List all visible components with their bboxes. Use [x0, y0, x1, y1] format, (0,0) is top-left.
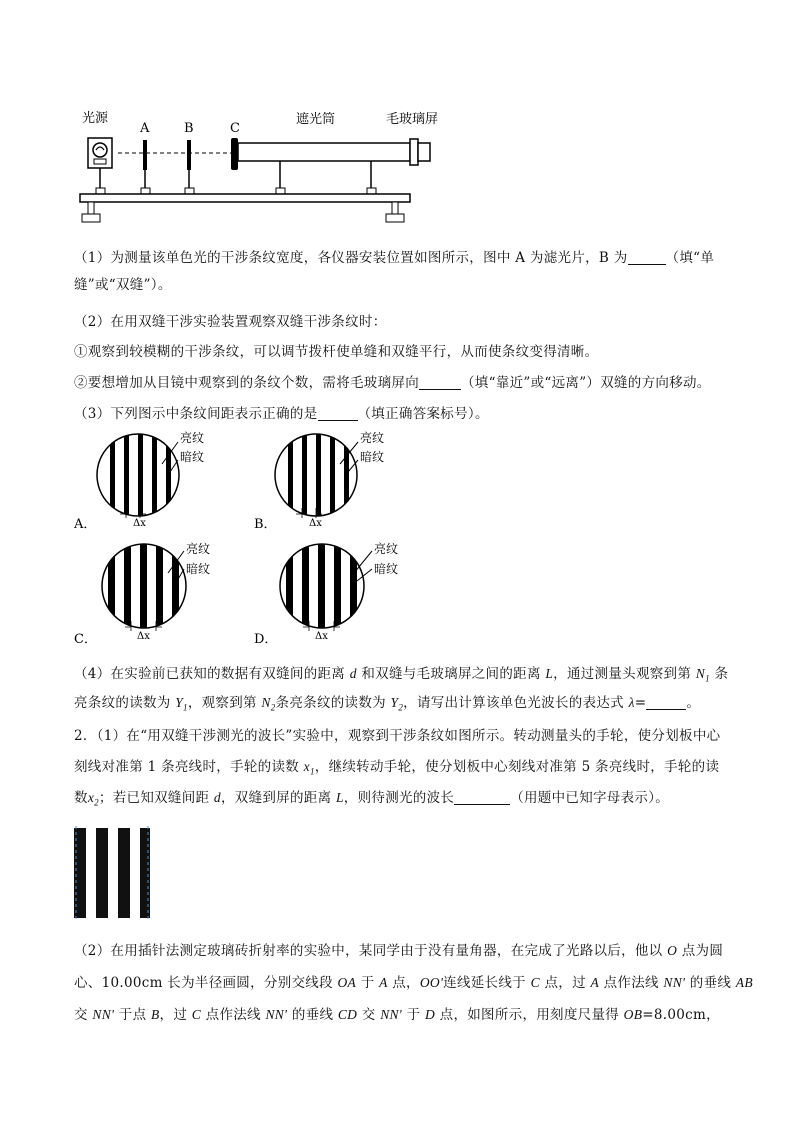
label-a: A [140, 121, 150, 136]
q2-item1: ①观察到较模糊的干涉条纹，可以调节拨杆使单缝和双缝平行，从而使条纹变得清晰。 [74, 344, 599, 360]
option-a-label: A． [74, 517, 97, 532]
bright-label: 亮纹 [180, 431, 205, 445]
label-light-source: 光源 [82, 111, 109, 126]
dx-label: Δx [137, 631, 150, 642]
q2-part1-line1: 2．（1）在“用双缝干涉测光的波长”实验中，观察到干涉条纹如图所示。转动测量头的手轮，使分划板中心 [74, 728, 721, 744]
q1-line2: 缝”或“双缝”）。 [74, 277, 172, 293]
q4-line2: 亮条纹的读数为 $Y_1$，观察到第 $N_2$条亮条纹的读数为 $Y_2$，请写出计算该单色光波长的表达式 λ= 。 [74, 695, 701, 713]
dark-label: 暗纹 [360, 450, 385, 464]
dx-label: Δx [133, 518, 146, 529]
dark-label: 暗纹 [374, 562, 399, 576]
q2-part2-line2: 心、10.00cm 长为半径画圆，分别交线段 OA 于 A 点，OO'连线延长线于 C 点，过 A 点作法线 NN' 的垂线 AB [74, 975, 753, 991]
q4-line1: （4）在实验前已获知的数据有双缝间的距离 d 和双缝与毛玻璃屏之间的距离 L，通过测量头观察到第 $N_1$ 条 [74, 666, 729, 684]
q2-heading: （2）在用双缝干涉实验装置观察双缝干涉条纹时： [74, 314, 387, 330]
bright-label: 亮纹 [186, 542, 211, 556]
answer-blank-4[interactable] [646, 695, 686, 710]
label-c: C [230, 121, 240, 136]
bright-label: 亮纹 [360, 431, 385, 445]
q3-line: （3）下列图示中条纹间距表示正确的是 （填正确答案标号）。 [74, 406, 489, 422]
answer-blank-5[interactable] [454, 790, 510, 805]
label-screen: 毛玻璃屏 [386, 112, 439, 127]
dark-label: 暗纹 [186, 562, 211, 576]
fringe-figure [72, 826, 152, 921]
option-b-figure [254, 424, 434, 534]
label-shade-tube: 遮光筒 [296, 112, 336, 127]
label-b: B [184, 121, 194, 136]
apparatus-figure [74, 104, 454, 234]
dark-label: 暗纹 [180, 450, 205, 464]
option-c-figure [74, 535, 254, 647]
q1-line1: （1）为测量该单色光的干涉条纹宽度，各仪器安装位置如图所示，图中 A 为滤光片，B 为 （填“单 [74, 250, 715, 266]
bright-label: 亮纹 [374, 542, 399, 556]
q2-item2: ②要想增加从目镜中观察到的条纹个数，需将毛玻璃屏向 （填“靠近”或“远离”）双缝的方向移动。 [74, 375, 711, 391]
answer-blank-3[interactable] [318, 406, 358, 421]
answer-blank-1[interactable] [628, 250, 666, 265]
q2-part1-line2: 刻线对准第 1 条亮线时，手轮的读数 $x_1$，继续转动手轮，使分划板中心刻线对准第 5 条亮线时，手轮的读 [74, 759, 720, 777]
answer-blank-2[interactable] [419, 375, 461, 390]
dx-label: Δx [309, 518, 322, 529]
q2-part2-line1: （2）在用插针法测定玻璃砖折射率的实验中，某同学由于没有量角器，在完成了光路以后，他以 O 点为圆 [74, 943, 724, 959]
option-b-label: B． [254, 517, 277, 532]
option-d-label: D． [254, 632, 278, 647]
q2-part2-line3: 交 NN' 于点 B，过 C 点作法线 NN' 的垂线 CD 交 NN' 于 D 点，如图所示，用刻度尺量得 OB=8.00cm， [74, 1007, 720, 1023]
q2-part1-line3: 数$x_2$；若已知双缝间距 d，双缝到屏的距离 L，则待测光的波长 （用题中已知字母表示）。 [74, 790, 670, 808]
option-d-figure [254, 535, 434, 647]
option-a-figure [74, 424, 254, 534]
option-c-label: C． [74, 632, 97, 647]
dx-label: Δx [315, 631, 328, 642]
